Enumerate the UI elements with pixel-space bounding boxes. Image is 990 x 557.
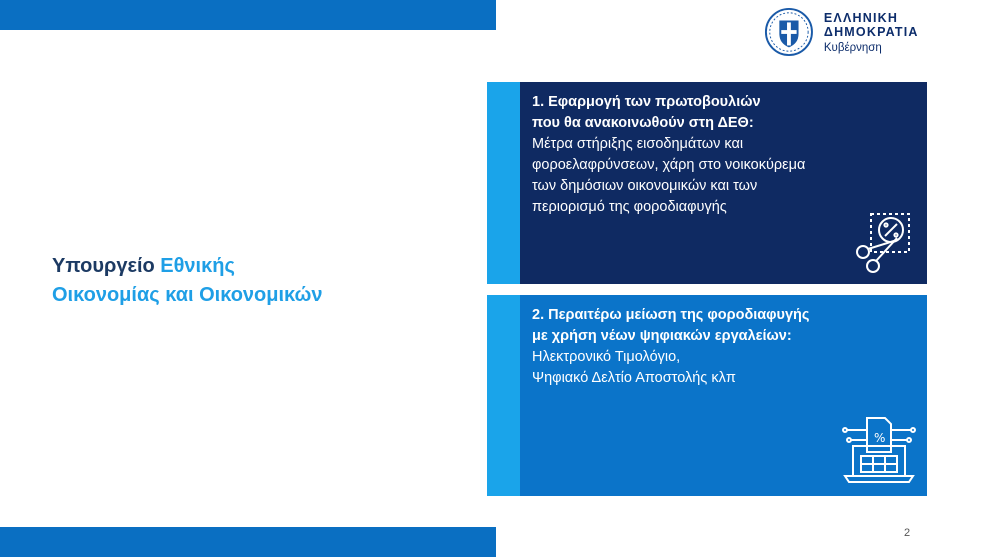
card-2-title-line2: με χρήση νέων ψηφιακών εργαλείων: [532, 328, 792, 344]
card-stripe [487, 295, 520, 496]
card-1-title-line2: που θα ανακοινωθούν στη ΔΕΘ: [532, 115, 754, 131]
ministry-title-light: Εθνικής [160, 255, 235, 277]
card-1-body-line4: περιορισμό της φοροδιαφυγής [532, 199, 727, 215]
card-stripe [487, 82, 520, 284]
card-2-body-line2: Ψηφιακό Δελτίο Αποστολής κλπ [532, 370, 736, 386]
card-2-body-line1: Ηλεκτρονικό Τιμολόγιο, [532, 349, 681, 365]
card-1-body-line3: των δημόσιων οικονομικών και των [532, 178, 758, 194]
logo-subtitle: Κυβέρνηση [823, 41, 882, 54]
svg-text:%: % [874, 431, 886, 445]
initiative-card-2 [487, 295, 927, 496]
initiative-card-1 [487, 82, 927, 284]
laptop-invoice-icon [841, 412, 917, 488]
government-logo [764, 6, 990, 58]
page-number: 2 [904, 527, 911, 539]
ministry-title [52, 252, 323, 310]
greek-coat-of-arms-icon [764, 6, 814, 58]
scissors-percent-icon [847, 208, 917, 278]
card-1-body-line1: Μέτρα στήριξης εισοδημάτων και [532, 136, 744, 152]
logo-title: ΕΛΛΗΝΙΚΗ ΔΗΜΟΚΡΑΤΙΑ [823, 10, 919, 39]
top-accent-bar [0, 0, 496, 30]
card-2-title-line1: 2. Περαιτέρω μείωση της φοροδιαφυγής [532, 307, 810, 323]
ministry-title-line2: Οικονομίας και Οικονομικών [52, 284, 323, 306]
card-1-title-line1: 1. Εφαρμογή των πρωτοβουλιών [532, 94, 761, 110]
ministry-title-dark: Υπουργείο [52, 255, 155, 277]
bottom-accent-bar [0, 527, 496, 557]
card-1-body-line2: φοροελαφρύνσεων, χάρη στο νοικοκύρεμα [532, 157, 806, 173]
